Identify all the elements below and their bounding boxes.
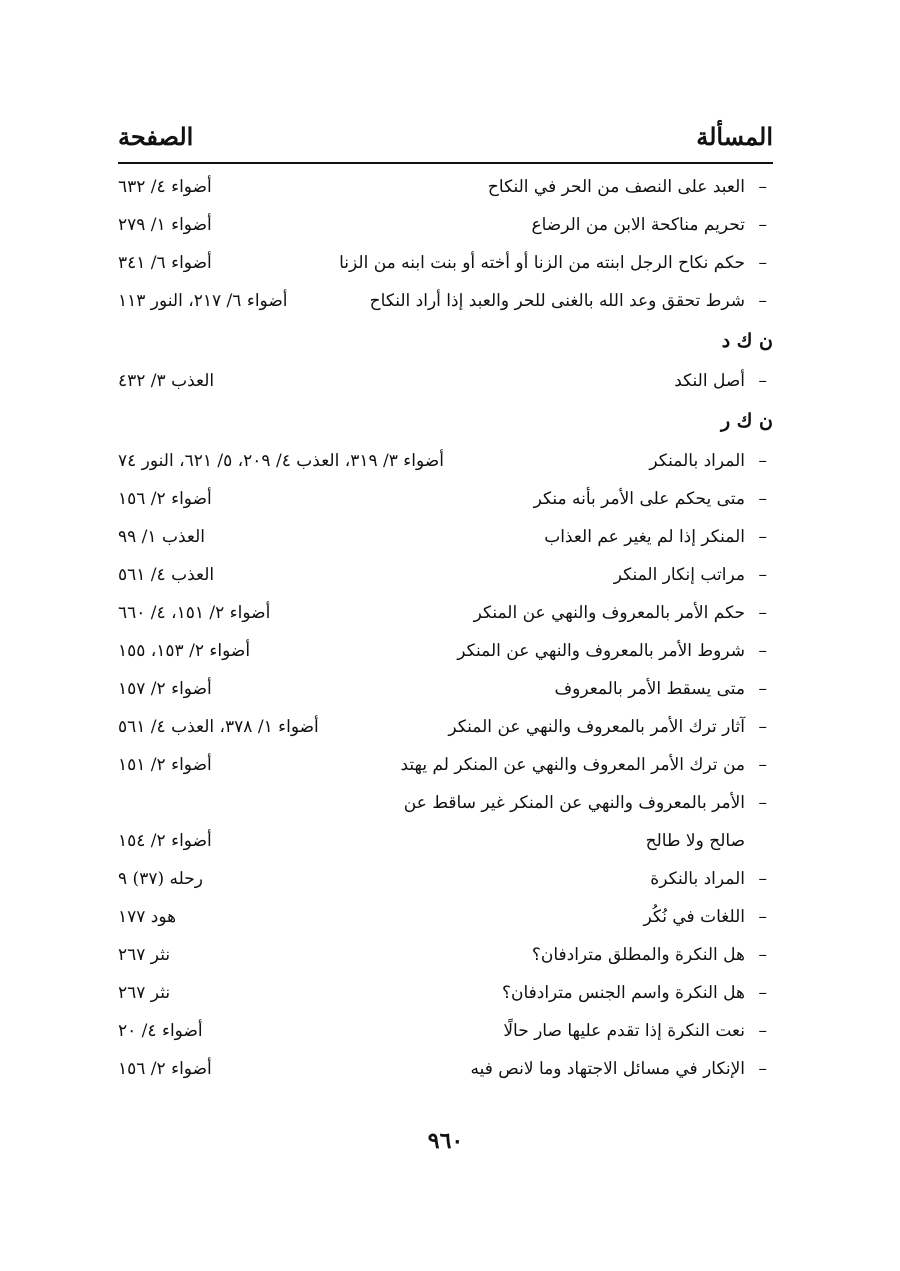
entry-reference: أضواء ٢/ ١٥٦ (118, 489, 212, 509)
index-entry (118, 362, 773, 400)
column-header-page: الصفحة (118, 122, 194, 151)
entry-dash: – (758, 451, 767, 471)
entry-dash: – (758, 489, 767, 509)
table-header (118, 122, 773, 162)
index-entry (118, 594, 773, 632)
entry-topic: نعت النكرة إذا تقدم عليها صار حالًا (503, 1021, 745, 1041)
entry-reference: العذب ١/ ٩٩ (118, 527, 205, 547)
root-heading-text: ن ك ر (720, 410, 773, 432)
entry-topic: الأمر بالمعروف والنهي عن المنكر غير ساقط عن (403, 793, 745, 813)
entry-topic: هل النكرة والمطلق مترادفان؟ (531, 945, 745, 965)
root-heading (118, 320, 773, 362)
entry-dash: – (758, 371, 767, 391)
entry-topic: آثار ترك الأمر بالمعروف والنهي عن المنكر (448, 717, 745, 737)
index-entry (118, 860, 773, 898)
entry-topic: المنكر إذا لم يغير عم العذاب (544, 527, 745, 547)
entry-reference: أضواء ٤/ ٢٠ (118, 1021, 203, 1041)
entry-dash: – (758, 641, 767, 661)
entry-topic: شروط الأمر بالمعروف والنهي عن المنكر (457, 641, 745, 661)
entry-dash: – (758, 527, 767, 547)
entry-dash: – (758, 907, 767, 927)
index-page (118, 0, 773, 1271)
entry-reference: نثر ٢٦٧ (118, 983, 171, 1003)
page-number: ٩٦٠ (427, 1128, 464, 1154)
entry-reference: نثر ٢٦٧ (118, 945, 171, 965)
entry-reference: العذب ٤/ ٥٦١ (118, 565, 215, 585)
entry-reference: أضواء ٢/ ١٥٦ (118, 1059, 212, 1079)
entry-topic: متى يحكم على الأمر بأنه منكر (533, 489, 745, 509)
index-entry (118, 670, 773, 708)
index-entry (118, 480, 773, 518)
entry-topic: الإنكار في مسائل الاجتهاد وما لانص فيه (470, 1059, 745, 1079)
root-heading (118, 400, 773, 442)
entry-topic: العبد على النصف من الحر في النكاح (487, 177, 745, 197)
entry-dash: – (758, 945, 767, 965)
index-entry (118, 784, 773, 822)
index-entry (118, 206, 773, 244)
entry-dash: – (758, 177, 767, 197)
entry-dash: – (758, 717, 767, 737)
entry-topic: متى يسقط الأمر بالمعروف (554, 679, 745, 699)
entry-topic: حكم الأمر بالمعروف والنهي عن المنكر (473, 603, 745, 623)
entry-reference: أضواء ١/ ٢٧٩ (118, 215, 212, 235)
entry-reference: هود ١٧٧ (118, 907, 177, 927)
index-entry (118, 282, 773, 320)
index-entry (118, 708, 773, 746)
header-rule (118, 162, 773, 164)
entry-topic: مراتب إنكار المنكر (613, 565, 745, 585)
entry-dash: – (758, 1059, 767, 1079)
entry-reference: أضواء ٦/ ٢١٧، النور ١١٣ (118, 291, 288, 311)
entry-reference: أضواء ٢/ ١٥١ (118, 755, 212, 775)
entry-reference: أضواء ٣/ ٣١٩، العذب ٤/ ٢٠٩، ٥/ ٦٢١، النور ٧٤ (118, 451, 444, 471)
entry-dash: – (758, 679, 767, 699)
entry-reference: العذب ٣/ ٤٣٢ (118, 371, 215, 391)
entry-topic: هل النكرة واسم الجنس مترادفان؟ (501, 983, 745, 1003)
entry-reference: أضواء ٢/ ١٥٧ (118, 679, 212, 699)
entry-dash: – (758, 793, 767, 813)
entry-reference: أضواء ١/ ٣٧٨، العذب ٤/ ٥٦١ (118, 717, 319, 737)
entry-topic: شرط تحقق وعد الله بالغنى للحر والعبد إذا أراد النكاح (369, 291, 745, 311)
index-entry (118, 442, 773, 480)
index-entry (118, 1050, 773, 1088)
entry-dash: – (758, 253, 767, 273)
entry-reference: أضواء ٤/ ٦٣٢ (118, 177, 212, 197)
index-entry (118, 1012, 773, 1050)
index-entry (118, 974, 773, 1012)
entry-dash: – (758, 1021, 767, 1041)
entry-dash: – (758, 869, 767, 889)
index-entry (118, 936, 773, 974)
entry-topic: المراد بالنكرة (650, 869, 745, 889)
entry-reference: أضواء ٦/ ٣٤١ (118, 253, 212, 273)
index-entry (118, 556, 773, 594)
index-entry (118, 518, 773, 556)
entry-topic: من ترك الأمر المعروف والنهي عن المنكر لم يهتد (400, 755, 745, 775)
index-entry (118, 746, 773, 784)
entry-dash: – (758, 291, 767, 311)
index-entry (118, 244, 773, 282)
entry-reference: أضواء ٢/ ١٥١، ٤/ ٦٦٠ (118, 603, 271, 623)
entry-reference: أضواء ٢/ ١٥٤ (118, 831, 212, 851)
column-header-topic: المسألة (696, 122, 773, 151)
entry-topic: اللغات في نُكُر (643, 907, 745, 927)
index-entries (118, 168, 773, 1088)
entry-topic: أصل النكد (674, 371, 745, 391)
entry-dash: – (758, 215, 767, 235)
entry-reference: أضواء ٢/ ١٥٣، ١٥٥ (118, 641, 251, 661)
index-entry-continuation (118, 822, 773, 860)
index-entry (118, 632, 773, 670)
index-entry (118, 168, 773, 206)
entry-dash: – (758, 755, 767, 775)
entry-reference: رحله (٣٧) ٩ (118, 869, 203, 889)
root-heading-text: ن ك د (721, 330, 773, 352)
entry-dash: – (758, 565, 767, 585)
entry-topic: صالح ولا طالح (645, 831, 745, 851)
entry-topic: تحريم مناكحة الابن من الرضاع (531, 215, 745, 235)
entry-topic: المراد بالمنكر (649, 451, 745, 471)
entry-dash: – (758, 983, 767, 1003)
entry-topic: حكم نكاح الرجل ابنته من الزنا أو أخته أو بنت ابنه من الزنا (339, 253, 745, 273)
index-entry (118, 898, 773, 936)
entry-dash: – (758, 603, 767, 623)
